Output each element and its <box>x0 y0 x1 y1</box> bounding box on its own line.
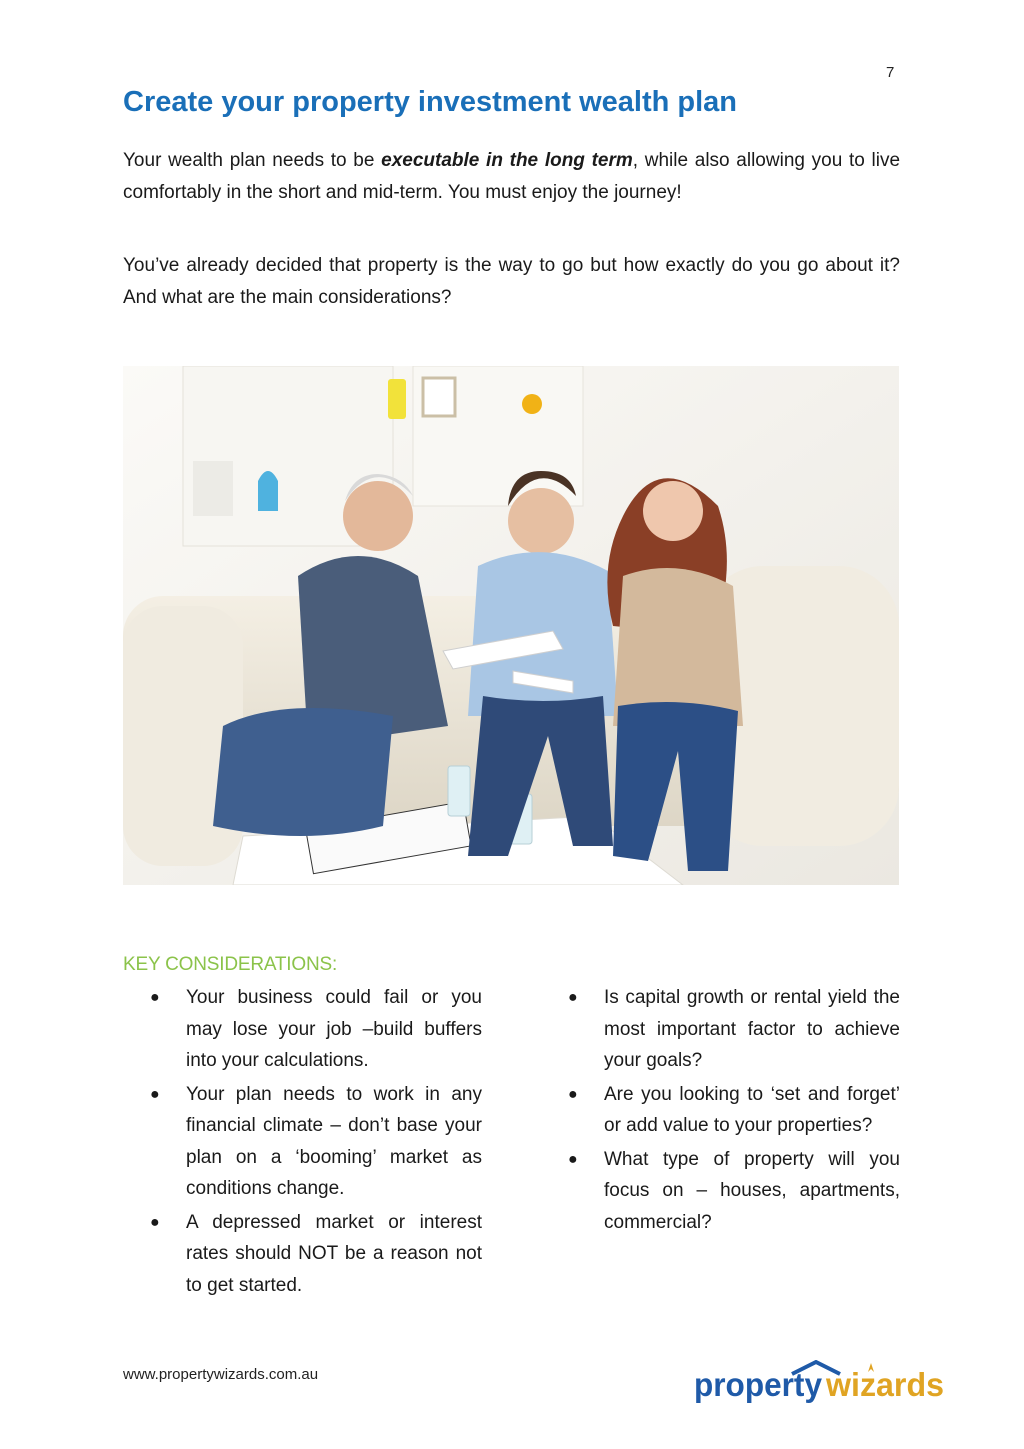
intro-emphasis: executable in the long term <box>381 150 633 171</box>
bullet-icon: ● <box>150 1213 160 1231</box>
intro-text-end: , while also allowing you to live comfortably in the short and mid-term. You must enjoy the journey! <box>123 150 901 203</box>
list-item-text: What type of property will you focus on – houses, apartments, commercial? <box>604 1148 900 1233</box>
propertywizards-logo <box>692 1360 948 1410</box>
intro-text-start: Your wealth plan needs to be <box>123 150 382 171</box>
list-item <box>150 1207 482 1302</box>
bullet-icon: ● <box>568 1085 578 1103</box>
intro-paragraph-2: You’ve already decided that property is the way to go but how exactly do you go about it? And what are the main considerations? <box>123 255 900 308</box>
photo-illustration <box>123 366 899 885</box>
bullet-icon: ● <box>568 989 578 1006</box>
key-considerations-heading: KEY CONSIDERATIONS: <box>123 954 338 975</box>
bullet-icon: ● <box>568 1150 578 1168</box>
list-item <box>568 982 900 1077</box>
list-item <box>150 982 482 1077</box>
considerations-list-right <box>568 982 900 1240</box>
footer-website-url: www.propertywizards.com.au <box>123 1366 319 1383</box>
bullet-icon: ● <box>150 1085 160 1103</box>
list-item <box>150 1079 482 1205</box>
logo-text-wizards: wizards <box>825 1366 944 1403</box>
list-item <box>568 1144 900 1239</box>
page-title: Create your property investment wealth plan <box>123 86 737 118</box>
bullet-icon: ● <box>150 989 160 1006</box>
intro-paragraph-1 <box>123 145 900 209</box>
logo-text-property: property <box>694 1366 823 1403</box>
list-item-text: Your business could fail or you may lose your job –build buffers into your calculations. <box>186 987 482 1071</box>
list-item-text: A depressed market or interest rates should NOT be a reason not to get started. <box>186 1211 482 1296</box>
page-number: 7 <box>886 64 895 81</box>
list-item-text: Are you looking to ‘set and forget’ or add value to your properties? <box>604 1083 900 1136</box>
list-item-text: Your plan needs to work in any financial climate – don’t base your plan on a ‘booming’ market as conditions change. <box>186 1083 482 1199</box>
list-item-text: Is capital growth or rental yield the most important factor to achieve your goals? <box>604 987 900 1071</box>
considerations-list-left <box>150 982 482 1303</box>
list-item <box>568 1079 900 1142</box>
advisor-meeting-photo <box>123 366 899 885</box>
